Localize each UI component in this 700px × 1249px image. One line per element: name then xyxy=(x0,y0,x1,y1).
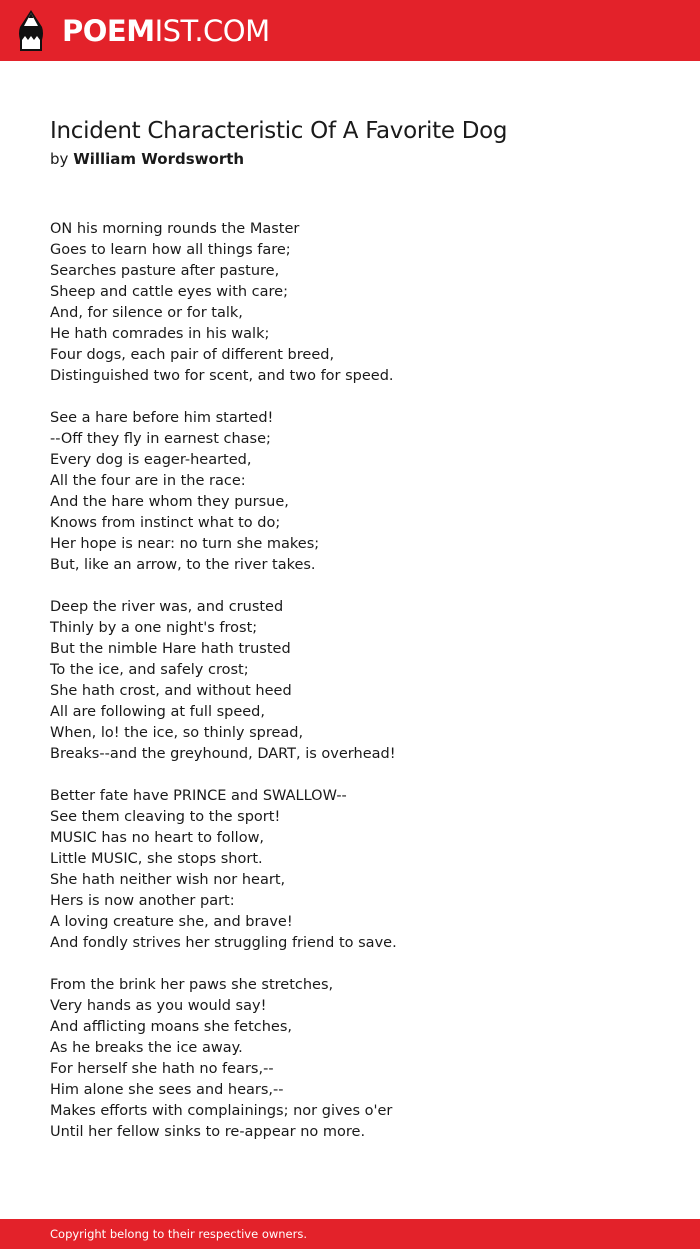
poem-line: A loving creature she, and brave! xyxy=(50,914,293,930)
poem-line: All are following at full speed, xyxy=(50,704,265,720)
poem-line: Makes efforts with complainings; nor gives o'er xyxy=(50,1103,393,1119)
site-footer xyxy=(0,1219,700,1249)
poem-line: She hath crost, and without heed xyxy=(50,683,292,699)
poem-line: And fondly strives her struggling friend to save. xyxy=(50,935,397,951)
poem-line: Knows from instinct what to do; xyxy=(50,515,281,531)
poem-line: Four dogs, each pair of different breed, xyxy=(50,347,335,363)
poem-line: But, like an arrow, to the river takes. xyxy=(50,557,316,573)
poem-line: Goes to learn how all things fare; xyxy=(50,242,291,258)
poem-line: Deep the river was, and crusted xyxy=(50,599,284,615)
poem-line: Thinly by a one night's frost; xyxy=(50,620,258,636)
logo-light-text: IST.COM xyxy=(154,14,270,48)
poem-stanza xyxy=(50,786,670,954)
poem-line: She hath neither wish nor heart, xyxy=(50,872,286,888)
poem-line: Distinguished two for scent, and two for speed. xyxy=(50,368,394,384)
poem-stanza xyxy=(50,408,670,576)
site-logo[interactable] xyxy=(62,11,270,51)
site-header xyxy=(0,0,700,61)
poem-body xyxy=(50,219,670,1164)
poem-line: As he breaks the ice away. xyxy=(50,1040,243,1056)
poem-line: But the nimble Hare hath trusted xyxy=(50,641,291,657)
poem-line: Hers is now another part: xyxy=(50,893,235,909)
author-name[interactable]: William Wordsworth xyxy=(73,150,245,168)
poem-line: When, lo! the ice, so thinly spread, xyxy=(50,725,304,741)
poem-line: He hath comrades in his walk; xyxy=(50,326,270,342)
poem-line: Him alone she sees and hears,-- xyxy=(50,1082,284,1098)
poem-line: All the four are in the race: xyxy=(50,473,246,489)
poem-line: Her hope is near: no turn she makes; xyxy=(50,536,320,552)
poem-line: --Off they fly in earnest chase; xyxy=(50,431,271,447)
copyright-text: Copyright belong to their respective owners. xyxy=(50,1227,308,1241)
poem-line: Very hands as you would say! xyxy=(50,998,267,1014)
by-label: by xyxy=(50,150,69,168)
poem-line: Searches pasture after pasture, xyxy=(50,263,280,279)
poem-stanza xyxy=(50,597,670,765)
poem-stanza xyxy=(50,975,670,1143)
logo-bold-text: POEM xyxy=(62,14,155,48)
poem-line: See a hare before him started! xyxy=(50,410,274,426)
poem-line: Every dog is eager-hearted, xyxy=(50,452,252,468)
poem-line: And afflicting moans she fetches, xyxy=(50,1019,293,1035)
poem-line: To the ice, and safely crost; xyxy=(50,662,249,678)
poem-line: And the hare whom they pursue, xyxy=(50,494,289,510)
poem-line: For herself she hath no fears,-- xyxy=(50,1061,274,1077)
poem-line: From the brink her paws she stretches, xyxy=(50,977,334,993)
poem-line: Until her fellow sinks to re-appear no more. xyxy=(50,1124,366,1140)
poem-line: ON his morning rounds the Master xyxy=(50,221,300,237)
poem-line: See them cleaving to the sport! xyxy=(50,809,281,825)
poem-line: Sheep and cattle eyes with care; xyxy=(50,284,288,300)
poem-line: Better fate have PRINCE and SWALLOW-- xyxy=(50,788,347,804)
poem-title: Incident Characteristic Of A Favorite Dog xyxy=(50,118,508,144)
poem-line: Breaks--and the greyhound, DART, is overhead! xyxy=(50,746,396,762)
poem-line: Little MUSIC, she stops short. xyxy=(50,851,263,867)
poem-stanza xyxy=(50,219,670,387)
pencil-tip-icon[interactable] xyxy=(17,9,45,53)
poem-line: MUSIC has no heart to follow, xyxy=(50,830,265,846)
poem-byline xyxy=(50,148,244,170)
poem-line: And, for silence or for talk, xyxy=(50,305,243,321)
